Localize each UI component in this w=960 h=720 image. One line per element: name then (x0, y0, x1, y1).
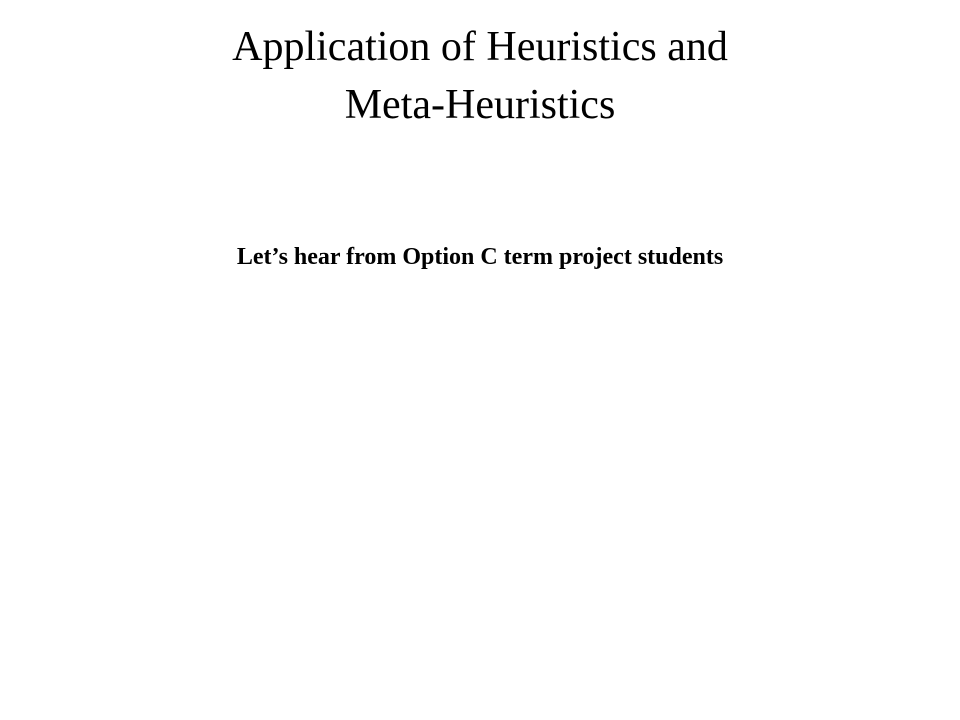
slide-title (80, 18, 880, 134)
slide-title-line-2: Meta-Heuristics (344, 82, 616, 128)
slide-title-line-1: Application of Heuristics and (232, 24, 728, 70)
slide-subtitle: Let’s hear from Option C term project students (236, 244, 724, 270)
